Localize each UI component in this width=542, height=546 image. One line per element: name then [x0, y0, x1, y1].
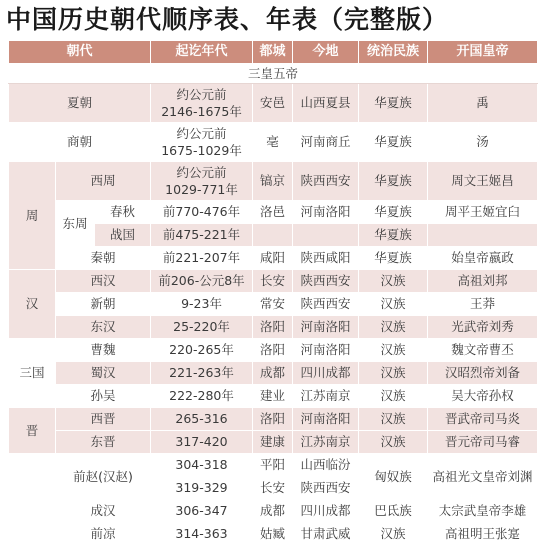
group-sanguo: 三国: [9, 339, 56, 408]
ethnic-cell: 华夏族: [359, 247, 428, 270]
capital-cell: [253, 224, 293, 247]
today-cell: 河南洛阳: [293, 201, 359, 224]
today-cell: 陕西西安: [293, 270, 359, 293]
dynasty-name: 成汉: [56, 500, 151, 523]
page-title: 中国历史朝代顺序表、年表（完整版）: [6, 5, 449, 34]
table-row: [9, 162, 538, 201]
table-row: [9, 454, 538, 477]
header-today: 今地: [293, 41, 359, 64]
founder-cell: 太宗武皇帝李雄: [428, 500, 538, 523]
today-cell: 河南洛阳: [293, 316, 359, 339]
dynasty-name: 夏朝: [9, 84, 151, 123]
group-han: 汉: [9, 270, 56, 339]
ethnic-cell: 匈奴族: [359, 454, 428, 500]
ethnic-cell: 汉族: [359, 293, 428, 316]
years-line1: 约公元前: [176, 165, 227, 180]
founder-cell: 始皇帝嬴政: [428, 247, 538, 270]
years-line1: 约公元前: [176, 126, 227, 141]
ethnic-cell: 汉族: [359, 408, 428, 431]
capital-cell: 安邑: [253, 84, 293, 123]
dynasty-name: 前赵(汉赵): [56, 454, 151, 500]
ethnic-cell: 华夏族: [359, 201, 428, 224]
dynasty-name: 春秋: [95, 201, 151, 224]
ethnic-cell: 华夏族: [359, 162, 428, 201]
founder-cell: [428, 224, 538, 247]
dynasty-table-wrapper: [8, 40, 537, 546]
header-capital: 都城: [253, 41, 293, 64]
table-row: [9, 362, 538, 385]
founder-cell: 吴大帝孙权: [428, 385, 538, 408]
ethnic-cell: 华夏族: [359, 224, 428, 247]
table-row: [9, 316, 538, 339]
years-cell: 304-318: [151, 454, 253, 477]
capital-cell: 洛阳: [253, 316, 293, 339]
today-cell: 河南洛阳: [293, 408, 359, 431]
founder-cell: 王莽: [428, 293, 538, 316]
dynasty-name: 东汉: [56, 316, 151, 339]
table-row: [9, 523, 538, 546]
founder-cell: 晋武帝司马炎: [428, 408, 538, 431]
capital-cell: 镐京: [253, 162, 293, 201]
ethnic-cell: 汉族: [359, 339, 428, 362]
founder-cell: 魏文帝曹丕: [428, 339, 538, 362]
years-cell: [151, 84, 253, 123]
years-line2: 2146-1675年: [161, 104, 242, 119]
years-cell: 220-265年: [151, 339, 253, 362]
ethnic-cell: 汉族: [359, 523, 428, 546]
dynasty-name: 东晋: [56, 431, 151, 454]
years-cell: 221-263年: [151, 362, 253, 385]
table-row: [9, 123, 538, 162]
years-line2: 1675-1029年: [161, 143, 242, 158]
group-dongzhou: 东周: [56, 201, 95, 247]
dynasty-name: 蜀汉: [56, 362, 151, 385]
section-sanhuang: 三皇五帝: [9, 64, 538, 84]
capital-cell: 亳: [253, 123, 293, 162]
founder-cell: 高祖明王张寔: [428, 523, 538, 546]
today-cell: 陕西咸阳: [293, 247, 359, 270]
today-cell: 陕西西安: [293, 162, 359, 201]
today-cell: 河南洛阳: [293, 339, 359, 362]
dynasty-name: 西汉: [56, 270, 151, 293]
years-cell: 306-347: [151, 500, 253, 523]
ethnic-cell: 汉族: [359, 362, 428, 385]
years-cell: 前206-公元8年: [151, 270, 253, 293]
capital-cell: 建业: [253, 385, 293, 408]
today-cell: 陕西西安: [293, 293, 359, 316]
years-cell: [151, 123, 253, 162]
years-cell: 9-23年: [151, 293, 253, 316]
dynasty-name: 曹魏: [56, 339, 151, 362]
today-cell: 河南商丘: [293, 123, 359, 162]
years-cell: 前475-221年: [151, 224, 253, 247]
founder-cell: 汤: [428, 123, 538, 162]
today-cell: 山西夏县: [293, 84, 359, 123]
table-row: [9, 201, 538, 224]
founder-cell: 汉昭烈帝刘备: [428, 362, 538, 385]
capital-cell: 洛阳: [253, 408, 293, 431]
header-founder: 开国皇帝: [428, 41, 538, 64]
table-row: [9, 431, 538, 454]
years-cell: 前770-476年: [151, 201, 253, 224]
table-row: [9, 500, 538, 523]
ethnic-cell: 华夏族: [359, 84, 428, 123]
founder-cell: 高祖刘邦: [428, 270, 538, 293]
group-zhou: 周: [9, 162, 56, 270]
capital-cell: 常安: [253, 293, 293, 316]
header-dynasty: 朝代: [9, 41, 151, 64]
today-cell: 山西临汾: [293, 454, 359, 477]
ethnic-cell: 汉族: [359, 316, 428, 339]
capital-cell: 建康: [253, 431, 293, 454]
ethnic-cell: 汉族: [359, 385, 428, 408]
table-row: [9, 293, 538, 316]
dynasty-table: [8, 40, 538, 546]
ethnic-cell: 华夏族: [359, 123, 428, 162]
today-cell: 四川成都: [293, 362, 359, 385]
today-cell: 四川成都: [293, 500, 359, 523]
years-cell: 319-329: [151, 477, 253, 500]
dynasty-name: 孙吴: [56, 385, 151, 408]
capital-cell: 洛邑: [253, 201, 293, 224]
years-cell: 222-280年: [151, 385, 253, 408]
header-ethnic: 统治民族: [359, 41, 428, 64]
years-cell: [151, 162, 253, 201]
ethnic-cell: 汉族: [359, 270, 428, 293]
founder-cell: 周文王姬昌: [428, 162, 538, 201]
dynasty-name: 商朝: [9, 123, 151, 162]
years-cell: 265-316: [151, 408, 253, 431]
ethnic-cell: 巴氐族: [359, 500, 428, 523]
dynasty-name: 西周: [56, 162, 151, 201]
table-row: [9, 270, 538, 293]
dynasty-name: 秦朝: [56, 247, 151, 270]
capital-cell: 洛阳: [253, 339, 293, 362]
years-line2: 1029-771年: [165, 182, 238, 197]
capital-cell: 成都: [253, 362, 293, 385]
years-line1: 约公元前: [176, 87, 227, 102]
today-cell: 江苏南京: [293, 431, 359, 454]
founder-cell: 周平王姬宜臼: [428, 201, 538, 224]
capital-cell: 长安: [253, 270, 293, 293]
years-cell: 317-420: [151, 431, 253, 454]
founder-cell: 光武帝刘秀: [428, 316, 538, 339]
founder-cell: 高祖光文皇帝刘渊: [428, 454, 538, 500]
dynasty-name: 新朝: [56, 293, 151, 316]
years-cell: 25-220年: [151, 316, 253, 339]
capital-cell: 长安: [253, 477, 293, 500]
capital-cell: 姑臧: [253, 523, 293, 546]
today-cell: 陕西西安: [293, 477, 359, 500]
dynasty-name: 战国: [95, 224, 151, 247]
years-cell: 前221-207年: [151, 247, 253, 270]
table-row: [9, 408, 538, 431]
today-cell: 甘肃武威: [293, 523, 359, 546]
capital-cell: 咸阳: [253, 247, 293, 270]
capital-cell: 成都: [253, 500, 293, 523]
table-row: [9, 84, 538, 123]
today-cell: 江苏南京: [293, 385, 359, 408]
header-years: 起讫年代: [151, 41, 253, 64]
table-row: [9, 64, 538, 84]
table-row: [9, 247, 538, 270]
ethnic-cell: 汉族: [359, 431, 428, 454]
founder-cell: 禹: [428, 84, 538, 123]
years-cell: 314-363: [151, 523, 253, 546]
header-row: [9, 41, 538, 64]
dynasty-name: 西晋: [56, 408, 151, 431]
table-row: [9, 339, 538, 362]
group-blank: [9, 454, 56, 546]
table-row: [9, 385, 538, 408]
dynasty-name: 前凉: [56, 523, 151, 546]
group-jin: 晋: [9, 408, 56, 454]
today-cell: [293, 224, 359, 247]
capital-cell: 平阳: [253, 454, 293, 477]
founder-cell: 晋元帝司马睿: [428, 431, 538, 454]
